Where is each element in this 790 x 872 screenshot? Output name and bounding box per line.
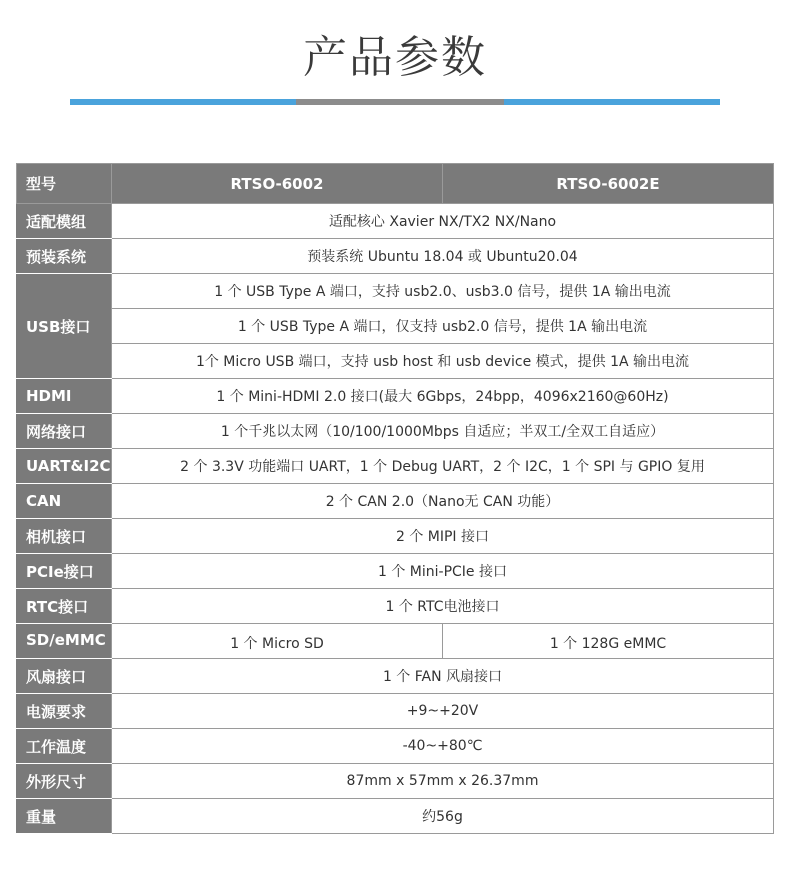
row-label-hdmi: HDMI <box>17 379 112 414</box>
table-row-pcie <box>17 554 774 589</box>
row-label-pcie: PCIe接口 <box>17 554 112 589</box>
row-value-network: 1 个千兆以太网（10/100/1000Mbps 自适应；半双工/全双工自适应） <box>112 414 774 449</box>
row-value-weight: 约56g <box>112 799 774 834</box>
row-value-camera: 2 个 MIPI 接口 <box>112 519 774 554</box>
title-underline-right <box>504 99 720 105</box>
table-row-weight <box>17 799 774 834</box>
row-value-can: 2 个 CAN 2.0（Nano无 CAN 功能） <box>112 484 774 519</box>
row-label-os: 预装系统 <box>17 239 112 274</box>
table-row-os <box>17 239 774 274</box>
row-value-usb-2: 1 个 USB Type A 端口，仅支持 usb2.0 信号，提供 1A 输出电流 <box>112 309 774 344</box>
row-value-power: +9~+20V <box>112 694 774 729</box>
row-label-camera: 相机接口 <box>17 519 112 554</box>
row-value-pcie: 1 个 Mini-PCIe 接口 <box>112 554 774 589</box>
table-row-usb-2 <box>17 309 774 344</box>
row-value-usb-3: 1个 Micro USB 端口，支持 usb host 和 usb device 模式，提供 1A 输出电流 <box>112 344 774 379</box>
page-title: 产品参数 <box>303 32 487 83</box>
table-row-storage <box>17 624 774 659</box>
table-row-uart <box>17 449 774 484</box>
row-value-fan: 1 个 FAN 风扇接口 <box>112 659 774 694</box>
row-label-rtc: RTC接口 <box>17 589 112 624</box>
row-label-weight: 重量 <box>17 799 112 834</box>
row-value-hdmi: 1 个 Mini-HDMI 2.0 接口(最大 6Gbps，24bpp，4096x2160@60Hz) <box>112 379 774 414</box>
row-label-network: 网络接口 <box>17 414 112 449</box>
spec-table <box>16 163 774 834</box>
table-row-can <box>17 484 774 519</box>
row-value-usb-1: 1 个 USB Type A 端口，支持 usb2.0、usb3.0 信号，提供 1A 输出电流 <box>112 274 774 309</box>
table-header-row <box>17 164 774 204</box>
row-label-can: CAN <box>17 484 112 519</box>
table-row-temp <box>17 729 774 764</box>
table-row-module <box>17 204 774 239</box>
table-row-camera <box>17 519 774 554</box>
model-col-2: RTSO-6002E <box>443 164 774 204</box>
table-row-power <box>17 694 774 729</box>
table-row-rtc <box>17 589 774 624</box>
model-col-1: RTSO-6002 <box>112 164 443 204</box>
row-value-uart: 2 个 3.3V 功能端口 UART，1 个 Debug UART，2 个 I2C，1 个 SPI 与 GPIO 复用 <box>112 449 774 484</box>
title-underline-middle <box>296 99 504 105</box>
row-label-power: 电源要求 <box>17 694 112 729</box>
row-value-module: 适配核心 Xavier NX/TX2 NX/Nano <box>112 204 774 239</box>
row-value-size: 87mm x 57mm x 26.37mm <box>112 764 774 799</box>
row-value-os: 预装系统 Ubuntu 18.04 或 Ubuntu20.04 <box>112 239 774 274</box>
title-underline-left <box>70 99 296 105</box>
table-row-usb-1 <box>17 274 774 309</box>
table-row-hdmi <box>17 379 774 414</box>
header-label: 型号 <box>17 164 112 204</box>
table-row-size <box>17 764 774 799</box>
row-label-uart: UART&I2C <box>17 449 112 484</box>
row-label-temp: 工作温度 <box>17 729 112 764</box>
row-label-module: 适配模组 <box>17 204 112 239</box>
row-label-storage: SD/eMMC <box>17 624 112 659</box>
row-value-temp: -40~+80℃ <box>112 729 774 764</box>
row-value-storage-emmc: 1 个 128G eMMC <box>443 624 774 659</box>
row-label-fan: 风扇接口 <box>17 659 112 694</box>
table-row-usb-3 <box>17 344 774 379</box>
table-row-fan <box>17 659 774 694</box>
row-value-storage-sd: 1 个 Micro SD <box>112 624 443 659</box>
row-label-usb: USB接口 <box>17 274 112 379</box>
row-value-rtc: 1 个 RTC电池接口 <box>112 589 774 624</box>
table-row-network <box>17 414 774 449</box>
row-label-size: 外形尺寸 <box>17 764 112 799</box>
